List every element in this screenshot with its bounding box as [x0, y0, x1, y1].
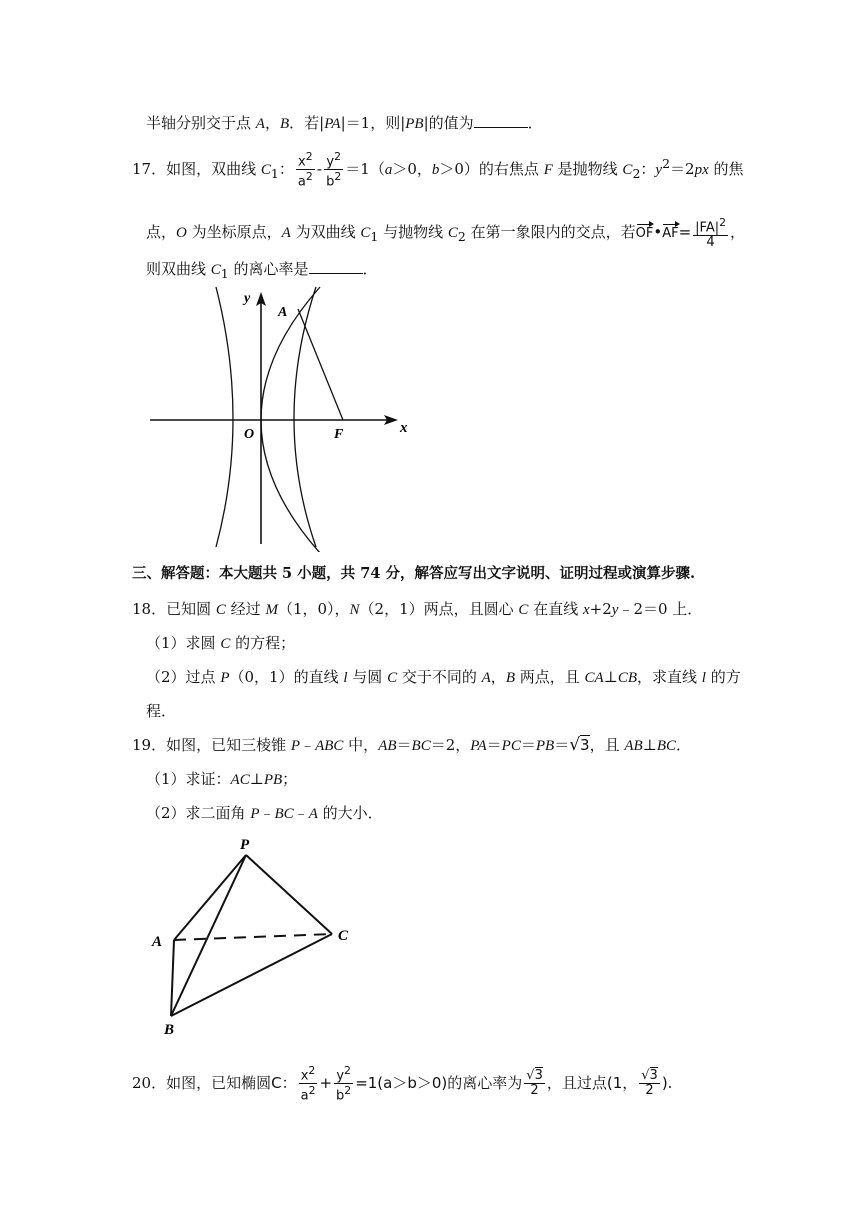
section-heading: 三、解答题：本大题共 5 小题，共 74 分，解答应写出文字说明、证明过程或演算步骤.	[132, 565, 696, 582]
vector-OF: OF	[635, 226, 654, 242]
edge-BC	[171, 934, 332, 1016]
figure-tetrahedron	[140, 830, 370, 1040]
label-A: A	[152, 934, 163, 950]
question-number: 18．	[132, 600, 167, 618]
fraction-y2-b2: $\frac{y^2}{b^2}$	[326, 150, 342, 190]
q17-line-2: 点，O 为坐标原点，A 为双曲线 $C_1$ 与抛物线 $C_2$ 在第一象限内的交点，若OF•AF= $\frac{|FA|^2}{4}$ ，	[146, 216, 745, 251]
sqrt-symbol: √	[569, 735, 581, 755]
figure-hyperbola-parabola	[140, 282, 430, 552]
answer-blank	[309, 261, 363, 274]
label-x: x	[400, 420, 408, 436]
fraction-sqrt3-2: $\frac{√3}{2}$	[526, 1068, 543, 1099]
label-B: B	[164, 1022, 175, 1038]
fraction-x2-a2: $\frac{x^2}{a^2}$	[297, 150, 313, 190]
segment-AF	[298, 309, 343, 420]
edge-AB	[171, 940, 174, 1016]
q17-line-1: 17．如图，双曲线 $C_1$： $\frac{x^2}{a^2}$ - $\frac{y^2}{b^2}$ ＝1（a＞0，b＞0）的右焦点 F 是抛物线 $C_2$：$y^2=2px$ 的焦	[132, 150, 744, 190]
label-A: A	[278, 305, 288, 320]
edge-PB	[171, 855, 246, 1016]
hyperbola-left-branch	[216, 287, 233, 547]
q19-line-1: 19．如图，已知三棱锥 P﹣ABC 中，AB＝BC＝2，PA＝PC＝PB＝√3，且 AB⊥BC．	[132, 735, 691, 755]
label-y: y	[244, 291, 251, 306]
label-O: O	[244, 427, 255, 442]
vector-AF: AF	[662, 226, 679, 242]
question-number: 20．	[132, 1073, 167, 1092]
fraction-FA2-4: $\frac{|FA|^2}{4}$	[695, 216, 726, 251]
fraction-sqrt3-2-point: $\frac{√3}{2}$	[641, 1068, 658, 1099]
label-C: C	[338, 928, 349, 944]
q18-part-2-cont: 程．	[146, 702, 177, 720]
q16-tail-line: 半轴分别交于点 A，B．若|PA|＝1，则|PB|的值为 ．	[146, 114, 543, 132]
question-number: 19．	[132, 736, 167, 754]
fraction-x2-a2: $\frac{x^2}{a^2}$	[300, 1064, 316, 1104]
q20-line-1: 20．如图，已知椭圆C： $\frac{x^2}{a^2}$ + $\frac{y^2}{b^2}$ =1(a＞b＞0)的离心率为 $\frac{√3}{2}$ ，且过点(1， $\frac{√3}{2}$ ).	[132, 1064, 673, 1104]
edge-PA	[174, 855, 246, 940]
question-number: 17．	[132, 159, 167, 178]
fraction-y2-b2: $\frac{y^2}{b^2}$	[336, 1064, 352, 1104]
label-P: P	[240, 837, 250, 853]
q19-part-2: （2）求二面角 P﹣BC﹣A 的大小．	[146, 804, 383, 822]
edge-PC	[246, 855, 332, 934]
q18-part-1: （1）求圆 C 的方程；	[146, 634, 296, 652]
q19-part-1: （1）求证：AC⊥PB；	[146, 770, 298, 788]
label-F: F	[334, 427, 344, 442]
q17-line-3: 则双曲线 $C_1$ 的离心率是 ．	[146, 260, 378, 281]
q18-part-2: （2）过点 P（0，1）的直线 l 与圆 C 交于不同的 A，B 两点，且 CA⊥CB，求直线 l 的方	[146, 668, 741, 686]
answer-blank	[474, 115, 528, 128]
edge-AC-hidden	[174, 934, 332, 940]
q18-line-1: 18．已知圆 C 经过 M（1，0），N（2，1）两点，且圆心 C 在直线 x+2y﹣2＝0 上．	[132, 600, 703, 618]
